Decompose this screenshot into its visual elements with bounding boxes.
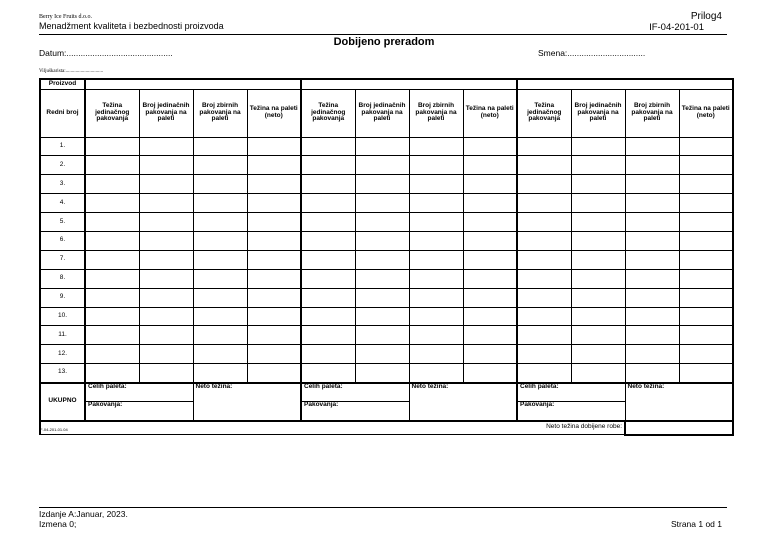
data-cell[interactable]: [409, 250, 463, 269]
data-cell[interactable]: [247, 213, 301, 232]
header-rule: [39, 34, 727, 35]
data-cell[interactable]: [247, 231, 301, 250]
data-cell[interactable]: [85, 364, 139, 383]
data-cell[interactable]: [247, 137, 301, 156]
data-cell[interactable]: [193, 213, 247, 232]
data-cell[interactable]: [247, 156, 301, 175]
page-number: Strana 1 od 1: [670, 519, 722, 529]
data-cell[interactable]: [355, 326, 409, 345]
data-cell[interactable]: [679, 194, 733, 213]
data-cell[interactable]: [193, 345, 247, 364]
row-number-header: Redni broj: [40, 89, 85, 137]
data-cell[interactable]: [139, 307, 193, 326]
row-number: 2.: [40, 156, 85, 175]
data-cell[interactable]: [409, 345, 463, 364]
data-cell[interactable]: [463, 156, 517, 175]
net-weight-obtained-input[interactable]: [625, 421, 733, 435]
row-number: 12.: [40, 345, 85, 364]
data-cell[interactable]: [517, 364, 571, 383]
data-cell[interactable]: [571, 345, 625, 364]
data-cell[interactable]: [517, 307, 571, 326]
data-cell[interactable]: [193, 288, 247, 307]
edition-info: Izdanje A:Januar, 2023. Izmena 0;: [39, 509, 128, 529]
packages-field[interactable]: Pakovanja:: [301, 402, 409, 421]
data-cell[interactable]: [463, 194, 517, 213]
column-header: Broj jedinačnih pakovanja na paleti: [355, 89, 409, 137]
data-cell[interactable]: [463, 269, 517, 288]
row-number: 6.: [40, 231, 85, 250]
data-cell[interactable]: [571, 307, 625, 326]
data-cell[interactable]: [463, 231, 517, 250]
column-header: Težina jedinačnog pakovanja: [301, 89, 355, 137]
data-cell[interactable]: [193, 250, 247, 269]
data-cell[interactable]: [625, 213, 679, 232]
data-cell[interactable]: [193, 137, 247, 156]
data-cell[interactable]: [625, 194, 679, 213]
data-cell[interactable]: [139, 213, 193, 232]
data-cell[interactable]: [139, 156, 193, 175]
data-cell[interactable]: [517, 345, 571, 364]
net-weight-obtained-label: Neto težina dobijene robe:: [40, 421, 625, 435]
data-cell[interactable]: [463, 250, 517, 269]
data-cell[interactable]: [355, 231, 409, 250]
data-cell[interactable]: [517, 288, 571, 307]
data-cell[interactable]: [571, 326, 625, 345]
data-cell[interactable]: [679, 307, 733, 326]
data-cell[interactable]: [409, 288, 463, 307]
net-weight-field[interactable]: Neto težina:: [193, 383, 301, 421]
row-number: 5.: [40, 213, 85, 232]
data-cell[interactable]: [247, 269, 301, 288]
data-cell[interactable]: [301, 156, 355, 175]
footer-rule: [39, 507, 727, 508]
full-pallets-field[interactable]: Celih paleta:: [85, 383, 193, 402]
data-cell[interactable]: [193, 194, 247, 213]
data-cell[interactable]: [247, 307, 301, 326]
row-number: 4.: [40, 194, 85, 213]
data-cell[interactable]: [301, 326, 355, 345]
row-number: 9.: [40, 288, 85, 307]
data-cell[interactable]: [301, 364, 355, 383]
data-cell[interactable]: [517, 213, 571, 232]
data-cell[interactable]: [139, 288, 193, 307]
data-cell[interactable]: [571, 194, 625, 213]
data-cell[interactable]: [301, 213, 355, 232]
data-cell[interactable]: [193, 307, 247, 326]
date-field[interactable]: Datum:.............................................: [39, 48, 173, 58]
row-number: 1.: [40, 137, 85, 156]
data-cell[interactable]: [625, 364, 679, 383]
data-cell[interactable]: [247, 250, 301, 269]
data-cell[interactable]: [355, 288, 409, 307]
data-cell[interactable]: [517, 194, 571, 213]
net-weight-field[interactable]: Neto težina:: [625, 383, 733, 421]
data-cell[interactable]: [625, 345, 679, 364]
data-cell[interactable]: [301, 194, 355, 213]
data-cell[interactable]: [571, 250, 625, 269]
data-cell[interactable]: [625, 307, 679, 326]
row-number: 11.: [40, 326, 85, 345]
data-cell[interactable]: [193, 364, 247, 383]
data-cell[interactable]: [85, 175, 139, 194]
data-cell[interactable]: [139, 345, 193, 364]
column-header: Broj zbirnih pakovanja na paleti: [193, 89, 247, 137]
data-cell[interactable]: [301, 288, 355, 307]
data-cell[interactable]: [679, 250, 733, 269]
column-header: Težina na paleti (neto): [679, 89, 733, 137]
data-cell[interactable]: [85, 213, 139, 232]
data-cell[interactable]: [517, 137, 571, 156]
product-input-3[interactable]: [517, 79, 733, 89]
data-cell[interactable]: [85, 326, 139, 345]
data-cell[interactable]: [139, 250, 193, 269]
data-cell[interactable]: [625, 175, 679, 194]
row-number: 3.: [40, 175, 85, 194]
data-cell[interactable]: [517, 250, 571, 269]
total-label: UKUPNO: [40, 383, 85, 421]
data-cell[interactable]: [571, 156, 625, 175]
column-header: Broj zbirnih pakovanja na paleti: [625, 89, 679, 137]
data-cell[interactable]: [301, 307, 355, 326]
product-label: Proizvod: [40, 79, 85, 89]
column-header: Broj jedinačnih pakovanja na paleti: [139, 89, 193, 137]
data-cell[interactable]: [463, 326, 517, 345]
data-cell[interactable]: [355, 307, 409, 326]
data-cell[interactable]: [517, 231, 571, 250]
column-header: Težina na paleti (neto): [463, 89, 517, 137]
data-cell[interactable]: [571, 231, 625, 250]
data-cell[interactable]: [625, 137, 679, 156]
data-cell[interactable]: [517, 156, 571, 175]
data-cell[interactable]: [355, 269, 409, 288]
data-cell[interactable]: [85, 269, 139, 288]
data-cell[interactable]: [355, 250, 409, 269]
data-cell[interactable]: [85, 288, 139, 307]
data-cell[interactable]: [301, 269, 355, 288]
data-cell[interactable]: [193, 231, 247, 250]
product-input-2[interactable]: [301, 79, 517, 89]
data-cell[interactable]: [571, 137, 625, 156]
data-cell[interactable]: [301, 137, 355, 156]
data-cell[interactable]: [463, 345, 517, 364]
product-input-1[interactable]: [85, 79, 301, 89]
data-cell[interactable]: [409, 175, 463, 194]
data-cell[interactable]: [409, 137, 463, 156]
data-cell[interactable]: [193, 326, 247, 345]
column-header: Težina na paleti (neto): [247, 89, 301, 137]
data-cell[interactable]: [463, 288, 517, 307]
data-cell[interactable]: [463, 364, 517, 383]
data-cell[interactable]: [355, 194, 409, 213]
column-header: Broj zbirnih pakovanja na paleti: [409, 89, 463, 137]
data-cell[interactable]: [85, 307, 139, 326]
data-cell[interactable]: [409, 307, 463, 326]
data-cell[interactable]: [301, 175, 355, 194]
appendix-label: Prilog4: [690, 11, 722, 22]
data-cell[interactable]: [625, 250, 679, 269]
net-weight-field[interactable]: Neto težina:: [409, 383, 517, 421]
row-number: 13.: [40, 364, 85, 383]
data-cell[interactable]: [679, 288, 733, 307]
document-code: IF-04-201-01: [649, 22, 704, 33]
production-table: [39, 78, 734, 436]
column-header: Težina jedinačnog pakovanja: [85, 89, 139, 137]
data-cell[interactable]: [571, 364, 625, 383]
data-cell[interactable]: [517, 269, 571, 288]
data-cell[interactable]: [679, 175, 733, 194]
data-cell[interactable]: [247, 175, 301, 194]
row-number: 10.: [40, 307, 85, 326]
data-cell[interactable]: [571, 175, 625, 194]
data-cell[interactable]: [85, 231, 139, 250]
data-cell[interactable]: [679, 156, 733, 175]
data-cell[interactable]: [193, 269, 247, 288]
data-cell[interactable]: [139, 269, 193, 288]
data-cell[interactable]: [679, 231, 733, 250]
data-cell[interactable]: [193, 175, 247, 194]
data-cell[interactable]: [85, 250, 139, 269]
data-cell[interactable]: [247, 345, 301, 364]
data-cell[interactable]: [625, 269, 679, 288]
data-cell[interactable]: [679, 345, 733, 364]
data-cell[interactable]: [355, 364, 409, 383]
data-cell[interactable]: [139, 326, 193, 345]
data-cell[interactable]: [625, 156, 679, 175]
packages-field[interactable]: Pakovanja:: [517, 402, 625, 421]
row-number: 7.: [40, 250, 85, 269]
data-cell[interactable]: [355, 213, 409, 232]
data-cell[interactable]: [355, 345, 409, 364]
data-cell[interactable]: [85, 156, 139, 175]
data-cell[interactable]: [463, 213, 517, 232]
data-cell[interactable]: [301, 250, 355, 269]
data-cell[interactable]: [679, 326, 733, 345]
document-subtitle: Menadžment kvaliteta i bezbednosti proizvoda: [39, 21, 224, 31]
data-cell[interactable]: [247, 364, 301, 383]
data-cell[interactable]: [247, 288, 301, 307]
data-cell[interactable]: [409, 269, 463, 288]
data-cell[interactable]: [409, 364, 463, 383]
data-cell[interactable]: [355, 156, 409, 175]
data-cell[interactable]: [571, 269, 625, 288]
data-cell[interactable]: [679, 137, 733, 156]
data-cell[interactable]: [301, 231, 355, 250]
data-cell[interactable]: [139, 194, 193, 213]
data-cell[interactable]: [679, 364, 733, 383]
data-cell[interactable]: [625, 231, 679, 250]
data-cell[interactable]: [355, 137, 409, 156]
data-cell[interactable]: [139, 364, 193, 383]
data-cell[interactable]: [463, 137, 517, 156]
data-cell[interactable]: [85, 137, 139, 156]
data-cell[interactable]: [517, 175, 571, 194]
data-cell[interactable]: [679, 213, 733, 232]
full-pallets-field[interactable]: Celih paleta:: [517, 383, 625, 402]
data-cell[interactable]: [139, 137, 193, 156]
data-cell[interactable]: [409, 213, 463, 232]
data-cell[interactable]: [463, 175, 517, 194]
data-cell[interactable]: [679, 269, 733, 288]
data-cell[interactable]: [409, 231, 463, 250]
data-cell[interactable]: [247, 194, 301, 213]
forklift-operator-field[interactable]: Viljuškarista:..............................: [39, 69, 104, 74]
column-header: Težina jedinačnog pakovanja: [517, 89, 571, 137]
data-cell[interactable]: [193, 156, 247, 175]
page-title: Dobijeno preradom: [333, 36, 435, 48]
data-cell[interactable]: [247, 326, 301, 345]
data-cell[interactable]: [625, 288, 679, 307]
data-cell[interactable]: [571, 213, 625, 232]
data-cell[interactable]: [409, 156, 463, 175]
data-cell[interactable]: [517, 326, 571, 345]
row-number: 8.: [40, 269, 85, 288]
shift-field[interactable]: Smena:.................................: [538, 48, 646, 58]
data-cell[interactable]: [409, 194, 463, 213]
packages-field[interactable]: Pakovanja:: [85, 402, 193, 421]
full-pallets-field[interactable]: Celih paleta:: [301, 383, 409, 402]
data-cell[interactable]: [139, 175, 193, 194]
data-cell[interactable]: [355, 175, 409, 194]
data-cell[interactable]: [571, 288, 625, 307]
data-cell[interactable]: [409, 326, 463, 345]
data-cell[interactable]: [463, 307, 517, 326]
data-cell[interactable]: [139, 231, 193, 250]
data-cell[interactable]: [85, 194, 139, 213]
column-header: Broj jedinačnih pakovanja na paleti: [571, 89, 625, 137]
data-cell[interactable]: [85, 345, 139, 364]
data-cell[interactable]: [625, 326, 679, 345]
company-name: Berry Ice Fruits d.o.o.: [39, 14, 92, 20]
data-cell[interactable]: [301, 345, 355, 364]
form-code: IF-04-201-01.04: [39, 427, 68, 432]
